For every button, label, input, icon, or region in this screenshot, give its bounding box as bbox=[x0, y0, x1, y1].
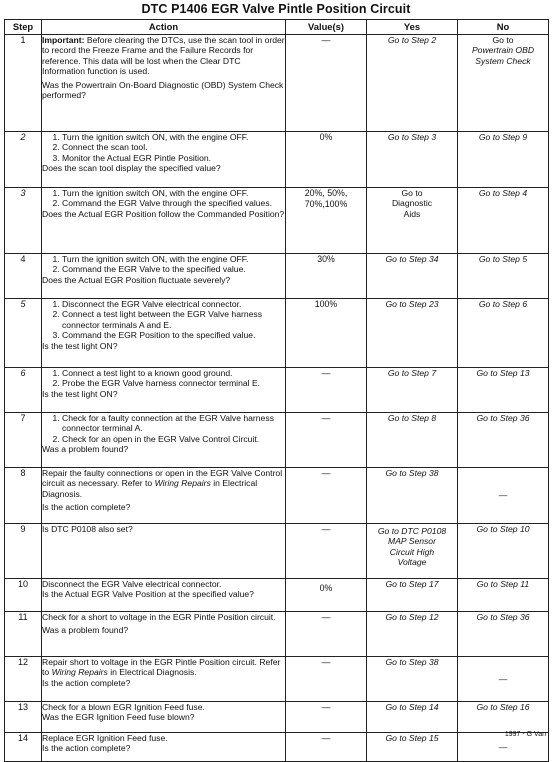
no-cell bbox=[458, 35, 549, 132]
action-text-a: Repair short to voltage in the EGR Pintle Position circuit. Refer to bbox=[42, 657, 281, 678]
header-value: Value(s) bbox=[286, 20, 367, 35]
wiring-repairs-ref: Wiring Repairs bbox=[51, 667, 108, 678]
yes-cell: Go to Step 38 bbox=[367, 657, 458, 702]
table-row-step-11 bbox=[5, 612, 549, 657]
yes-cell: Go to Step 23 bbox=[367, 299, 458, 368]
no-cell: Go to Step 13 bbox=[458, 368, 549, 413]
yes-cell: Go to Step 34 bbox=[367, 254, 458, 299]
yes-cell: Go to Step 2 bbox=[367, 35, 458, 132]
table-row-step-5 bbox=[5, 299, 549, 368]
action-text: Check for a short to voltage in the EGR Pintle Position circuit. bbox=[42, 612, 276, 622]
action-cell bbox=[42, 733, 286, 762]
action-list bbox=[42, 132, 285, 163]
action-cell bbox=[42, 612, 286, 657]
no-cell: Go to Step 16 bbox=[458, 702, 549, 733]
step-number: 12 bbox=[5, 657, 42, 702]
step-number: 4 bbox=[5, 254, 42, 299]
yes-cell: Go to Step 38 bbox=[367, 468, 458, 524]
action-question: Was the Powertrain On-Board Diagnostic (OBD) System Check performed? bbox=[42, 79, 284, 101]
action-item: 1. Check for a faulty connection at the EGR Valve harness connector terminal A. bbox=[62, 413, 285, 434]
action-list bbox=[42, 254, 285, 275]
action-question: Was a problem found? bbox=[42, 444, 129, 455]
action-cell bbox=[42, 254, 286, 299]
value-cell: 20%, 50%, 70%,100% bbox=[286, 188, 367, 254]
no-cell: Go to Step 4 bbox=[458, 188, 549, 254]
value-cell: 0% bbox=[286, 579, 367, 612]
table-row-step-6 bbox=[5, 368, 549, 413]
wiring-repairs-ref: Wiring Repairs bbox=[154, 478, 211, 489]
action-question: Was a problem found? bbox=[42, 625, 129, 636]
step-number: 9 bbox=[5, 524, 42, 579]
action-item: 2. Connect a test light between the EGR Valve harness connector terminals A and E. bbox=[62, 309, 285, 330]
table-row-step-4 bbox=[5, 254, 549, 299]
important-text: Before clearing the DTCs, use the scan tool in order to record the Freeze Frame and the Failure Records for reference. This data will be lost when the Clear DTC Information function is used. bbox=[42, 35, 285, 77]
no-cell: Go to Step 36 bbox=[458, 612, 549, 657]
action-cell bbox=[42, 468, 286, 524]
table-row-step-2 bbox=[5, 132, 549, 188]
action-cell bbox=[42, 657, 286, 702]
action-cell bbox=[42, 579, 286, 612]
yes-line: Go to DTC P0108 bbox=[377, 526, 447, 536]
table-row-step-9 bbox=[5, 524, 549, 579]
action-question: Is the test light ON? bbox=[42, 340, 118, 351]
action-text-a: Repair the faulty connections or open in the EGR Valve Control circuit as necessary. Refer to bbox=[42, 468, 283, 489]
action-item: 3. Monitor the Actual EGR Pintle Position. bbox=[62, 153, 285, 163]
action-question: Does the Actual EGR Position fluctuate severely? bbox=[42, 274, 231, 285]
yes-line: Voltage bbox=[397, 557, 427, 568]
no-line-1: Go to bbox=[492, 35, 514, 45]
action-item: 1. Connect a test light to a known good ground. bbox=[62, 368, 285, 378]
no-cell: Go to Step 9 bbox=[458, 132, 549, 188]
action-cell bbox=[42, 188, 286, 254]
action-question: Is the test light ON? bbox=[42, 388, 118, 399]
action-item: 2. Probe the EGR Valve harness connector terminal E. bbox=[62, 378, 285, 388]
no-cell: — bbox=[458, 468, 549, 524]
value-cell: 100% bbox=[286, 299, 367, 368]
header-no: No bbox=[458, 20, 549, 35]
step-number: 7 bbox=[5, 413, 42, 468]
action-text: Disconnect the EGR Valve electrical connector. bbox=[42, 579, 222, 589]
step-number: 6 bbox=[5, 368, 42, 413]
yes-cell: Go to Step 8 bbox=[367, 413, 458, 468]
action-question: Is the action complete? bbox=[42, 677, 131, 688]
no-cell: Go to Step 10 bbox=[458, 524, 549, 579]
action-cell bbox=[42, 35, 286, 132]
action-list bbox=[42, 299, 285, 341]
no-cell: — bbox=[458, 657, 549, 702]
header-action: Action bbox=[42, 20, 286, 35]
table-row-step-10 bbox=[5, 579, 549, 612]
action-item: 1. Disconnect the EGR Valve electrical connector. bbox=[62, 299, 285, 309]
yes-cell: Go to Step 12 bbox=[367, 612, 458, 657]
author-credit: 1997 - G Van bbox=[504, 731, 546, 738]
step-number: 11 bbox=[5, 612, 42, 657]
action-question: Is the action complete? bbox=[42, 743, 131, 754]
yes-line: MAP Sensor bbox=[388, 536, 436, 547]
action-item: 1. Turn the ignition switch ON, with the engine OFF. bbox=[62, 188, 285, 198]
value-cell: — bbox=[286, 657, 367, 702]
action-cell bbox=[42, 132, 286, 188]
value-cell: — bbox=[286, 368, 367, 413]
value-cell: — bbox=[286, 468, 367, 524]
value-cell: — bbox=[286, 413, 367, 468]
yes-line: Circuit High bbox=[389, 546, 435, 557]
action-list bbox=[42, 413, 285, 444]
no-line-2: Powertrain OBD System Check bbox=[471, 45, 535, 66]
action-question: Does the Actual EGR Position follow the Commanded Position? bbox=[42, 208, 285, 219]
step-number: 5 bbox=[5, 299, 42, 368]
action-text-b: in Electrical Diagnosis. bbox=[107, 667, 197, 678]
action-item: 2. Command the EGR Valve through the specified values. bbox=[62, 198, 285, 208]
value-cell: — bbox=[286, 733, 367, 762]
action-text bbox=[42, 468, 285, 499]
action-text: Is DTC P0108 also set? bbox=[42, 524, 133, 534]
yes-cell: Go to Step 7 bbox=[367, 368, 458, 413]
table-row-step-7 bbox=[5, 413, 549, 468]
table-row-step-3 bbox=[5, 188, 549, 254]
yes-cell: Go to Step 14 bbox=[367, 702, 458, 733]
step-number: 10 bbox=[5, 579, 42, 612]
value-cell: — bbox=[286, 35, 367, 132]
table-row-step-14 bbox=[5, 733, 549, 762]
action-question: Was the EGR Ignition Feed fuse blown? bbox=[42, 712, 195, 723]
yes-cell: Go to Diagnostic Aids bbox=[367, 188, 458, 254]
action-list bbox=[42, 188, 285, 209]
step-number: 8 bbox=[5, 468, 42, 524]
action-item: 2. Command the EGR Valve to the specified value. bbox=[62, 264, 285, 274]
no-cell: Go to Step 6 bbox=[458, 299, 549, 368]
value-cell: — bbox=[286, 702, 367, 733]
no-cell: Go to Step 36 bbox=[458, 413, 549, 468]
step-number: 13 bbox=[5, 702, 42, 733]
step-number: 14 bbox=[5, 733, 42, 762]
yes-cell bbox=[367, 524, 458, 579]
step-number: 2 bbox=[5, 132, 42, 188]
step-number: 3 bbox=[5, 188, 42, 254]
action-cell bbox=[42, 368, 286, 413]
step-number: 1 bbox=[5, 35, 42, 132]
no-cell: — bbox=[458, 733, 549, 762]
table-row-step-1 bbox=[5, 35, 549, 132]
table-row-step-12 bbox=[5, 657, 549, 702]
no-cell: Go to Step 11 bbox=[458, 579, 549, 612]
action-question: Is the Actual EGR Valve Position at the specified value? bbox=[42, 589, 254, 600]
action-list bbox=[42, 368, 285, 389]
action-item: 1. Turn the ignition switch ON, with the engine OFF. bbox=[62, 132, 285, 142]
value-cell: 30% bbox=[286, 254, 367, 299]
yes-cell: Go to Step 17 bbox=[367, 579, 458, 612]
header-step: Step bbox=[5, 20, 42, 35]
value-cell: — bbox=[286, 524, 367, 579]
action-text: Replace EGR Ignition Feed fuse. bbox=[42, 733, 168, 743]
diagnostic-table bbox=[4, 19, 549, 762]
action-cell bbox=[42, 524, 286, 579]
value-cell: 0% bbox=[286, 132, 367, 188]
action-item: 2. Connect the scan tool. bbox=[62, 142, 285, 152]
value-cell: — bbox=[286, 612, 367, 657]
table-row-step-8 bbox=[5, 468, 549, 524]
action-text-b: in Electrical Diagnosis. bbox=[42, 478, 258, 499]
action-item: 1. Turn the ignition switch ON, with the engine OFF. bbox=[62, 254, 285, 264]
action-text: Check for a blown EGR Ignition Feed fuse. bbox=[42, 702, 205, 712]
important-note bbox=[42, 35, 285, 77]
header-yes: Yes bbox=[367, 20, 458, 35]
yes-cell: Go to Step 3 bbox=[367, 132, 458, 188]
action-cell bbox=[42, 413, 286, 468]
table-header-row bbox=[5, 20, 549, 35]
table-row-step-13 bbox=[5, 702, 549, 733]
action-cell bbox=[42, 702, 286, 733]
action-cell bbox=[42, 299, 286, 368]
no-cell: Go to Step 5 bbox=[458, 254, 549, 299]
yes-cell: Go to Step 15 bbox=[367, 733, 458, 762]
page-title: DTC P1406 EGR Valve Pintle Position Circuit bbox=[141, 2, 411, 16]
action-item: 3. Command the EGR Position to the specified value. bbox=[62, 330, 285, 340]
action-question: Does the scan tool display the specified value? bbox=[42, 163, 221, 174]
action-text bbox=[42, 657, 285, 678]
action-question: Is the action complete? bbox=[42, 502, 131, 513]
action-item: 2. Check for an open in the EGR Valve Control Circuit. bbox=[62, 434, 285, 444]
important-label: Important: bbox=[42, 35, 85, 45]
